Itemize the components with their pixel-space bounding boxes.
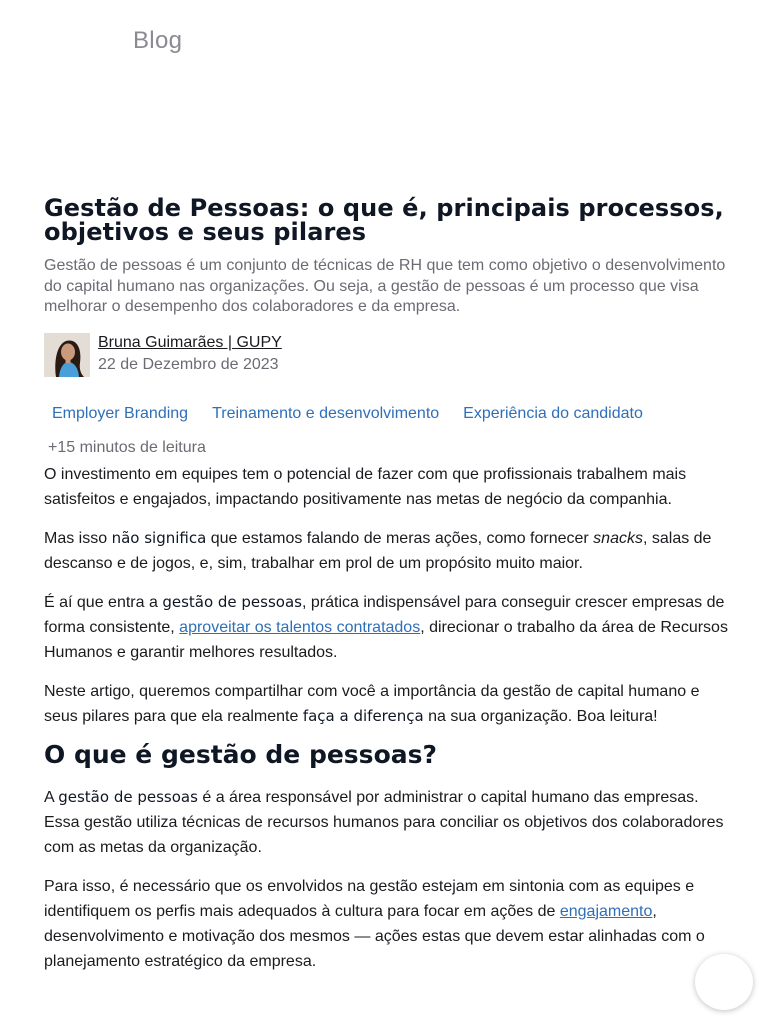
text-span: Mas isso (44, 529, 112, 547)
article-title: Gestão de Pessoas: o que é, principais processos, objetivos e seus pilares (44, 194, 724, 246)
paragraph (44, 679, 728, 729)
bold-text: gestão de pessoas (58, 787, 198, 806)
text-span: , direcionar o trabalho da área de Recursos Humanos e garantir melhores resultados. (44, 618, 728, 661)
engajamento-link[interactable]: engajamento (559, 902, 653, 920)
article-subtitle: Gestão de pessoas é um conjunto de técnicas de RH que tem como objetivo o desenvolvimento do capital humano nas organizações. Ou seja, a gestão de pessoas é um processo que visa melhorar o desempenho dos colaboradores e da empresa. (44, 257, 726, 315)
paragraph (44, 785, 728, 860)
tag-list (52, 404, 728, 424)
paragraph (44, 874, 728, 974)
text-span: Neste artigo, queremos compartilhar com você a importância da gestão de capital humano e seus pilares para que ela realmente (44, 682, 700, 725)
tag-experiencia-candidato[interactable]: Experiência do candidato (463, 404, 643, 422)
italic-text: snacks (593, 529, 643, 547)
section-heading: O que é gestão de pessoas? (44, 739, 437, 769)
text-span: Para isso, é necessário que os envolvidos na gestão estejam em sintonia com as equipes e identifiquem os perfis mais adequados à cultura para focar em ações de (44, 877, 695, 920)
text-span: , prática indispensável para conseguir crescer empresas de forma consistente, (44, 593, 725, 636)
tag-employer-branding[interactable]: Employer Branding (52, 404, 189, 422)
text-span: é a área responsável por administrar o capital humano das empresas. Essa gestão utiliza técnicas de recursos humanos para conciliar os objetivos dos colaboradores com as metas da organização. (44, 788, 724, 856)
author-row (44, 332, 728, 378)
tag-treinamento[interactable]: Treinamento e desenvolvimento (212, 404, 440, 422)
publish-date: 22 de Dezembro de 2023 (98, 355, 279, 373)
text-span: A (44, 788, 59, 806)
chat-widget-button[interactable] (695, 954, 753, 1010)
blog-label[interactable]: Blog (133, 27, 183, 54)
author-avatar (44, 333, 90, 377)
read-time: +15 minutos de leitura (48, 438, 206, 456)
bold-text: gestão de pessoas (162, 592, 302, 611)
bold-text: faça a diferença (302, 706, 424, 725)
paragraph (44, 590, 728, 665)
author-name-link[interactable]: Bruna Guimarães | GUPY (98, 333, 282, 351)
text-span: É aí que entra a (44, 593, 163, 611)
text-span: , salas de descanso e de jogos, e, sim, trabalhar em prol de um propósito muito maior. (44, 529, 712, 572)
article (44, 196, 728, 974)
talentos-link[interactable]: aproveitar os talentos contratados (179, 618, 421, 636)
text-span: na sua organização. Boa leitura! (423, 707, 658, 725)
paragraph: O investimento em equipes tem o potencial de fazer com que profissionais trabalhem mais satisfeitos e engajados, impactando positivamente nas metas de negócio da companhia. (44, 465, 687, 508)
bold-text: não significa (111, 528, 207, 547)
text-span: que estamos falando de meras ações, como fornecer (206, 529, 594, 547)
author-info (98, 333, 282, 377)
article-body (44, 462, 728, 974)
paragraph (44, 526, 728, 576)
text-span: , desenvolvimento e motivação dos mesmos — ações estas que devem estar alinhadas com o planejamento estratégico da empresa. (44, 902, 705, 970)
